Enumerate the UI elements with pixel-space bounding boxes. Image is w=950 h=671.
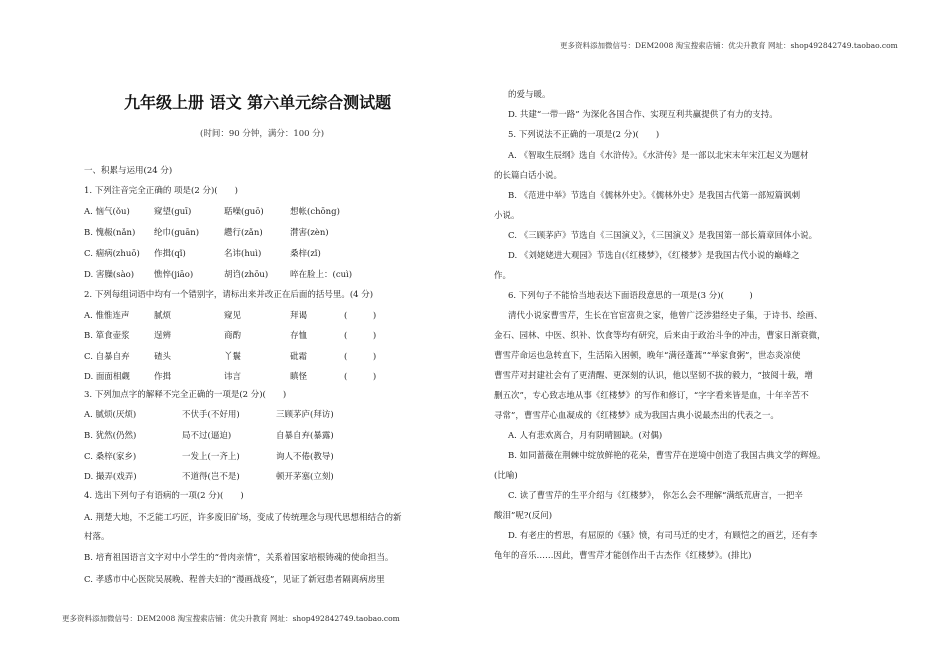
q5-stem: 5. 下列说法不正确的一项是(2 分)( )	[508, 130, 660, 140]
q5-option-d: D. 《刘姥姥进大观园》节选自(《红楼梦》，《红楼梦》是我国古代小说的巅峰之	[508, 251, 800, 261]
q5-option-d-cont: 作。	[494, 271, 512, 281]
q4-option-b: B. 培育祖国语言文字对中小学生的“骨肉亲情”，关系着国家培根铸魂的使命担当。	[84, 553, 394, 563]
q5-option-c: C. 《三顾茅庐》节选自《三国演义》，《三国演义》是我国第一部长篇章回体小说。	[508, 231, 818, 241]
q6-stem: 6. 下列句子不能恰当地表达下面语段意思的一项是(3 分)( )	[508, 291, 753, 301]
section-heading: 一、积累与运用(24 分)	[84, 166, 173, 176]
q4-option-d: D. 共建“一带一路” 为深化各国合作、实现互利共赢提供了有力的支持。	[508, 110, 778, 120]
q3-stem: 3. 下列加点字的解释不完全正确的一项是(2 分)( )	[84, 390, 287, 400]
q4-option-a: A. 荆楚大地，不乏能工巧匠，许多废旧矿场，变成了传统理念与现代思想相结合的新	[84, 513, 402, 523]
q6-passage-line: 删五次”，专心致志地从事《红楼梦》的写作和修订，“字字看来皆是血，十年辛苦不	[494, 391, 809, 401]
page-title: 九年级上册 语文 第六单元综合测试题	[124, 93, 392, 112]
q6-option-d: D. 有老庄的哲思，有屈原的《骚》愤，有司马迁的史才，有顾恺之的画艺，还有李	[508, 531, 818, 541]
q6-option-c-cont: 酸泪”呢?(反问)	[494, 511, 553, 521]
q1-stem: 1. 下列注音完全正确的 项是(2 分)( )	[84, 186, 238, 196]
q6-option-c: C. 读了曹雪芹的生平介绍与《红楼梦》， 你怎么会不理解“满纸荒唐言，一把辛	[508, 491, 803, 501]
q4-option-a-cont: 村落。	[84, 532, 110, 542]
header-note: 更多资料添加微信号：DEM2008 淘宝搜索店铺：优尖升教育 网址：shop492842749.taobao.com	[560, 41, 898, 50]
q2-stem: 2. 下列每组词语中均有一个错别字，请标出来并改正在后面的括号里。(4 分)	[84, 290, 374, 300]
q6-passage-line: 清代小说家曹雪芹，生长在官宦富贵之家，他曾广泛涉猎经史子集，于诗书、绘画、	[508, 311, 823, 321]
q6-passage-line: 曹雪芹对封建社会有了更清醒、更深刻的认识，他以坚韧不拔的毅力，“披阅十载，增	[494, 371, 813, 381]
q6-option-a: A. 人有悲欢离合，月有阴晴圆缺。(对偶)	[508, 431, 663, 441]
q5-option-a-cont: 的长篇白话小说。	[494, 171, 563, 181]
q5-option-b: B. 《范进中举》节选自《儒林外史》。《儒林外史》是我国古代第一部短篇讽刺	[508, 191, 801, 201]
q6-passage-line: 寻常”，曹雪芹心血凝成的《红楼梦》成为我国古典小说最杰出的代表之一。	[494, 411, 779, 421]
q6-option-d-cont: 龟年的音乐……因此，曹雪芹才能创作出千古杰作《红楼梦》。(排比)	[494, 551, 752, 561]
q5-option-a: A. 《智取生辰纲》选自《水浒传》。《水浒传》是一部以北宋末年宋江起义为题材	[508, 151, 809, 161]
footer-note: 更多资料添加微信号：DEM2008 淘宝搜索店铺：优尖升教育 网址：shop492842749.taobao.com	[62, 614, 400, 623]
exam-info: (时间：90 分钟，满分：100 分)	[200, 129, 325, 139]
q6-passage-line: 金石、园林、中医、织补、饮食等均有研究，后来由于政治斗争的冲击，曹家日渐衰微，	[494, 331, 826, 341]
q4-stem: 4. 选出下列句子有语病的一项(2 分)( )	[84, 491, 244, 501]
q6-option-b-cont: (比喻)	[494, 471, 518, 481]
q6-passage-line: 曹雪芹命运也急转直下，生活陷入困顿，晚年“满径蓬蒿”“举家食粥”，世态炎凉使	[494, 351, 801, 361]
q4-option-c: C. 孝感市中心医院吴展晚、程普夫妇的“漫画战疫”，见证了新冠患者隔离病房里	[84, 575, 385, 585]
q6-option-b: B. 如同蔷薇在荆棘中绽放鲜艳的花朵，曹雪芹在逆境中创造了我国古典文学的辉煌。	[508, 451, 826, 461]
q4-option-c-cont: 的爱与暖。	[508, 90, 551, 100]
q5-option-b-cont: 小说。	[494, 211, 520, 221]
